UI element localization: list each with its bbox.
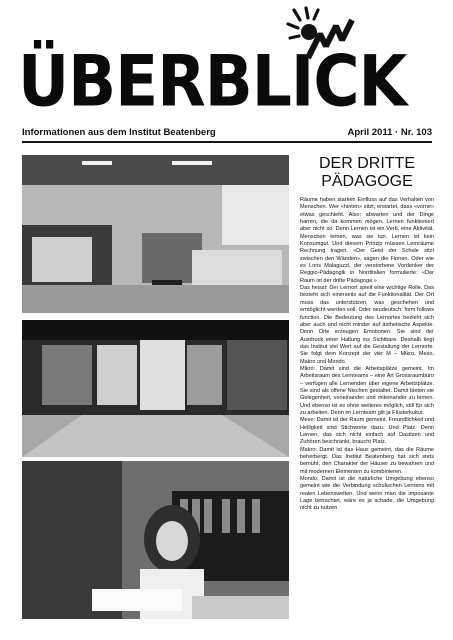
- article-body: [300, 197, 434, 513]
- masthead-title: ÜBERBLICK: [18, 40, 407, 123]
- student-photo: [22, 461, 289, 619]
- issue-date: April 2011 · Nr. 103: [347, 127, 432, 138]
- article-paragraph: Makro: Damit ist das Haus gemeint, das die Räume beherbergt. Das Institut Beatenberg hat sich stets bemüht, den Charakter der Häuser zu bewahren und mit modernen Elementen zu kombinieren.: [300, 446, 434, 475]
- headline-line-2: PÄDAGOGE: [321, 173, 413, 190]
- sun-and-m-logo-icon: [286, 6, 356, 60]
- article-headline: [300, 155, 434, 191]
- masthead-subline: [22, 127, 432, 138]
- article-paragraph: Mondo: Damit ist die natürliche Umgebung ebenso gemeint wie die Verbindung schulischen Lernens mit realen Lebenswelten. Und wenn man die imposante Lage betrachtet, wäre es ja schade, die Umgebung nicht zu nutzen.: [300, 476, 434, 512]
- office-photo: [22, 155, 289, 313]
- publisher-line: Informationen aus dem Institut Beatenberg: [22, 127, 216, 138]
- headline-line-1: DER DRITTE: [319, 155, 415, 172]
- article-paragraph: Mikro: Damit sind die Arbeitsplätze gemeint. Im Arbeitsraum des Lernteams – eine Art Grossraumbüro – verfügen alle Lernenden über eigene Arbeitsplätze. Sie sind als offene Nischen gestaltet. Damit bieten sie Gelegenheit, voneinander und miteinander zu lernen. Und ebenso ist es ohne weiteres möglich, still für sich zu arbeiten. Denn im Lernteam gilt ja Flüsterkultur.: [300, 365, 434, 416]
- open-space-photo: [22, 320, 289, 457]
- article-paragraph: Das heisst: Der Lernort spielt eine wichtige Rolle. Das bezieht sich einerseits auf die Funktionalität. Der Ort muss das unterstützen, was geschehen und ermöglicht werden soll. Oder neudeutsch: form follows function. Die Bedeutung des Lernortes bezieht sich aber auch und nicht minder auf ästhetische Aspekte. Denn Orte erzeugen Emotionen. Sie sind der Ausdruck einer Haltung ins Sichtbare. Deshalb liegt das Institut viel Wert auf die Gestaltung der Lernorte. Sie folgt dem Konzept der vier M – Mikro, Meso, Makro und Mondo.: [300, 285, 434, 365]
- article: [300, 155, 434, 513]
- article-paragraph: Räume haben starken Einfluss auf das Verhalten von Menschen. Wer «hinten» sitzt, erwartet, dass «vorne» etwas geschieht. Also: abwarten und der Dinge harren, die da kommen mögen. Lernen funktioniert aber nicht so. Denn Lernen ist ein Verb, eine Aktivität. Menschen lernen, was sie tun. Lernen ist kein Konsumgut. Und diesem Prinzip müssen Lernräume Rechnung tragen. «Der Geist der Schule sitzt zwischen den Wänden», sagen die Finnen. Oder wie es Loris Malaguzzi, der verstorbene Vordenker der Reggio-Pädagogik in Norditalien formulierte: «Der Raum ist der dritte Pädagoge.»: [300, 197, 434, 284]
- article-paragraph: Meso: Damit ist der Raum gemeint. Freundlichkeit und Helligkeit sind Stichworte dazu. Und Platz. Denn Lernen, das sich nicht einfach auf Dasitzen und Zuhören beschränkt, braucht Platz.: [300, 417, 434, 446]
- header-rule: [22, 141, 432, 143]
